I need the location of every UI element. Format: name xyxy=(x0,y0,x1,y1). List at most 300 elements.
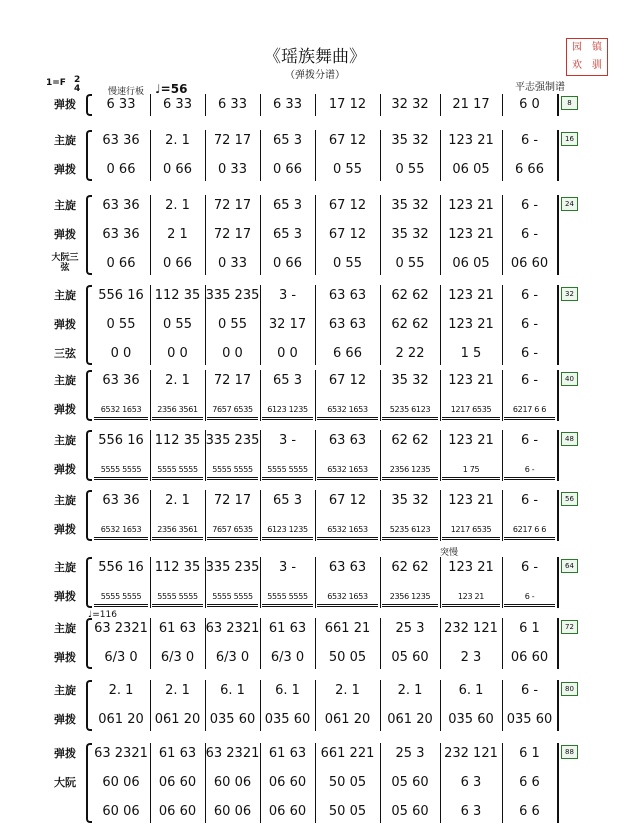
bar-line xyxy=(502,557,503,608)
part-label: 主旋 xyxy=(54,134,76,147)
bar-line xyxy=(315,490,316,541)
measure: 63 2321 xyxy=(94,621,148,636)
bar-line xyxy=(502,430,503,481)
measure: 05 60 xyxy=(391,804,429,819)
measure: 2. 1 xyxy=(165,198,190,213)
measure: 035 60 xyxy=(448,712,494,727)
measure: 63 63 xyxy=(328,317,367,332)
measure: 335 235 xyxy=(205,288,260,303)
bar-line xyxy=(440,370,441,421)
measure: 6 - xyxy=(520,683,539,698)
bar-line xyxy=(380,195,381,275)
bar-line xyxy=(260,490,261,541)
measure: 1 75 xyxy=(440,459,502,481)
measure: 061 20 xyxy=(154,712,201,727)
measure: 6 3 xyxy=(460,804,482,819)
measure: 0 55 xyxy=(163,317,192,332)
bar-line xyxy=(150,285,151,365)
bar-line xyxy=(380,130,381,181)
bar-line xyxy=(557,680,559,731)
measure: 60 06 xyxy=(102,775,140,790)
measure: 2. 1 xyxy=(165,133,190,148)
measure: 32 17 xyxy=(268,317,307,332)
measure: 6. 1 xyxy=(458,683,484,698)
bar-line xyxy=(315,370,316,421)
measure: 6532 1653 xyxy=(315,459,380,481)
bar-line xyxy=(150,680,151,731)
score-subtitle: （弹拨分谱） xyxy=(285,70,345,81)
measure: 65 3 xyxy=(273,227,302,242)
bar-line xyxy=(440,490,441,541)
bar-line xyxy=(260,430,261,481)
measure: 0 0 xyxy=(277,346,298,361)
bar-line xyxy=(557,618,559,669)
measure: 123 21 xyxy=(448,288,494,303)
bar-line xyxy=(440,618,441,669)
bar-line xyxy=(380,430,381,481)
measure: 2356 3561 xyxy=(150,399,205,421)
measure: 61 63 xyxy=(158,621,197,636)
bar-line xyxy=(315,94,316,116)
measure: 65 3 xyxy=(273,198,302,213)
measure: 035 60 xyxy=(264,712,311,727)
part-label: 弹拨 xyxy=(54,98,76,111)
bar-number-box: 32 xyxy=(561,287,578,301)
measure: 2356 1235 xyxy=(380,586,440,608)
bar-line xyxy=(315,195,316,275)
bar-line xyxy=(205,94,206,116)
measure: 06 60 xyxy=(510,650,549,665)
measure: 6 - xyxy=(520,198,539,213)
bar-number-box: 80 xyxy=(561,682,578,696)
measure: 0 0 xyxy=(222,346,243,361)
measure: 5555 5555 xyxy=(92,459,150,481)
measure: 06 60 xyxy=(158,804,197,819)
measure: 72 17 xyxy=(213,373,252,388)
measure: 25 3 xyxy=(395,621,425,636)
bar-line xyxy=(205,680,206,731)
measure: 63 36 xyxy=(102,227,140,242)
measure: 65 3 xyxy=(273,493,302,508)
measure: 06 60 xyxy=(268,804,307,819)
bar-line xyxy=(380,557,381,608)
measure: 06 05 xyxy=(452,256,490,271)
measure: 2. 1 xyxy=(397,683,423,698)
bar-line xyxy=(440,557,441,608)
bar-line xyxy=(557,430,559,481)
bar-line xyxy=(380,490,381,541)
measure: 63 2321 xyxy=(205,746,260,761)
measure: 63 2321 xyxy=(205,621,260,636)
measure: 06 60 xyxy=(510,256,549,271)
bar-line xyxy=(315,557,316,608)
measure: 67 12 xyxy=(328,493,367,508)
measure: 0 55 xyxy=(333,256,362,271)
part-label: 主旋 xyxy=(54,374,76,387)
measure: 123 21 xyxy=(448,133,494,148)
measure: 6532 1653 xyxy=(315,586,380,608)
measure: 6 1 xyxy=(519,746,540,761)
measure: 123 21 xyxy=(448,198,494,213)
measure: 061 20 xyxy=(324,712,371,727)
measure: 0 66 xyxy=(273,162,302,177)
measure: 6/3 0 xyxy=(104,650,138,665)
bar-line xyxy=(315,618,316,669)
measure: 335 235 xyxy=(205,433,260,448)
bar-line xyxy=(150,743,151,823)
measure: 123 21 xyxy=(448,373,494,388)
measure: 06 05 xyxy=(452,162,490,177)
measure: 661 21 xyxy=(324,621,371,636)
part-label: 弹拨 xyxy=(54,713,76,726)
measure: 661 221 xyxy=(320,746,375,761)
bar-line xyxy=(557,285,559,365)
measure: 0 0 xyxy=(167,346,188,361)
measure: 2356 1235 xyxy=(380,459,440,481)
measure: 6/3 0 xyxy=(270,650,305,665)
measure: 6 - xyxy=(520,227,539,242)
bar-line xyxy=(380,743,381,823)
measure: 5555 5555 xyxy=(260,586,315,608)
bar-line xyxy=(502,285,503,365)
bar-line xyxy=(557,370,559,421)
bar-number-box: 24 xyxy=(561,197,578,211)
bar-line xyxy=(380,680,381,731)
bar-line xyxy=(150,490,151,541)
measure: 63 63 xyxy=(328,433,367,448)
measure: 6 - xyxy=(520,133,539,148)
measure: 35 32 xyxy=(391,198,429,213)
measure: 35 32 xyxy=(391,227,429,242)
bar-line xyxy=(205,195,206,275)
bar-line xyxy=(205,130,206,181)
measure: 5555 5555 xyxy=(92,586,150,608)
measure: 123 21 xyxy=(448,493,494,508)
tempo-change-cue: ♩=116 xyxy=(88,610,117,620)
measure: 63 36 xyxy=(102,493,140,508)
arranger-credit: 平志强制谱 xyxy=(515,82,565,93)
bar-line xyxy=(205,743,206,823)
measure: 6123 1235 xyxy=(260,399,315,421)
bar-line xyxy=(315,130,316,181)
measure: 05 60 xyxy=(391,650,429,665)
part-label: 三弦 xyxy=(54,347,76,360)
measure: 0 66 xyxy=(106,162,136,177)
measure: 6217 6 6 xyxy=(502,399,557,421)
bar-line xyxy=(557,557,559,608)
measure: 35 32 xyxy=(391,493,429,508)
measure: 06 60 xyxy=(158,775,197,790)
bar-number-box: 88 xyxy=(561,745,578,759)
bar-line xyxy=(260,130,261,181)
measure: 6 33 xyxy=(218,97,247,112)
part-label: 弹拨 xyxy=(54,651,76,664)
bar-line xyxy=(150,557,151,608)
bar-line xyxy=(502,195,503,275)
measure: 0 33 xyxy=(218,256,247,271)
measure: 3 - xyxy=(278,288,297,303)
measure: 6/3 0 xyxy=(215,650,250,665)
measure: 112 35 xyxy=(154,433,201,448)
bar-line xyxy=(260,285,261,365)
bar-line xyxy=(440,430,441,481)
measure: 2 3 xyxy=(460,650,482,665)
measure: 50 05 xyxy=(328,804,367,819)
measure: 62 62 xyxy=(391,317,429,332)
bar-number-box: 56 xyxy=(561,492,578,506)
measure: 6 - xyxy=(502,586,557,608)
bar-line xyxy=(440,680,441,731)
measure: 35 32 xyxy=(391,373,429,388)
tempo-text: 慢速行板 xyxy=(108,87,145,97)
measure: 17 12 xyxy=(328,97,367,112)
bar-line xyxy=(260,618,261,669)
measure: 6217 6 6 xyxy=(502,519,557,541)
measure: 6 - xyxy=(502,459,557,481)
measure: 556 16 xyxy=(98,433,144,448)
measure: 6 - xyxy=(520,317,539,332)
bar-line xyxy=(502,618,503,669)
bar-line xyxy=(205,557,206,608)
measure: 556 16 xyxy=(98,288,144,303)
part-label: 主旋 xyxy=(54,561,76,574)
measure: 67 12 xyxy=(328,373,367,388)
part-label: 主旋 xyxy=(54,622,76,635)
measure: 123 21 xyxy=(448,317,494,332)
bar-line xyxy=(380,618,381,669)
measure: 62 62 xyxy=(391,288,429,303)
tempo-mark: ♩=56 xyxy=(155,82,188,96)
measure: 2. 1 xyxy=(335,683,360,698)
bar-line xyxy=(205,618,206,669)
bar-line xyxy=(315,430,316,481)
measure: 63 2321 xyxy=(94,746,148,761)
measure: 0 66 xyxy=(163,256,192,271)
measure: 72 17 xyxy=(213,133,252,148)
measure: 5555 5555 xyxy=(150,586,205,608)
bar-line xyxy=(205,430,206,481)
measure: 6 - xyxy=(520,560,539,575)
measure: 60 06 xyxy=(102,804,140,819)
measure: 6532 1653 xyxy=(92,519,150,541)
measure: 232 121 xyxy=(444,621,498,636)
key-signature: 1=F xyxy=(46,78,66,88)
measure: 62 62 xyxy=(391,433,429,448)
bar-number-box: 72 xyxy=(561,620,578,634)
measure: 6532 1653 xyxy=(92,399,150,421)
measure: 60 06 xyxy=(213,775,252,790)
measure: 112 35 xyxy=(154,288,201,303)
measure: 123 21 xyxy=(448,227,494,242)
measure: 0 55 xyxy=(395,256,425,271)
measure: 035 60 xyxy=(209,712,256,727)
measure: 67 12 xyxy=(328,227,367,242)
measure: 35 32 xyxy=(391,133,429,148)
part-label: 主旋 xyxy=(54,684,76,697)
part-label: 弹拨 xyxy=(54,318,76,331)
part-label: 主旋 xyxy=(54,289,76,302)
time-signature xyxy=(74,76,80,94)
measure: 06 60 xyxy=(268,775,307,790)
measure: 2. 1 xyxy=(165,683,190,698)
measure: 72 17 xyxy=(213,493,252,508)
bar-line xyxy=(502,370,503,421)
measure: 2. 1 xyxy=(165,373,190,388)
measure: 123 21 xyxy=(448,560,494,575)
bar-line xyxy=(150,370,151,421)
measure: 2356 3561 xyxy=(150,519,205,541)
bar-line xyxy=(557,490,559,541)
seal-char: 园 xyxy=(572,42,582,53)
measure: 72 17 xyxy=(213,227,252,242)
bar-line xyxy=(557,94,559,116)
bar-line xyxy=(150,618,151,669)
measure: 0 66 xyxy=(163,162,192,177)
measure: 61 63 xyxy=(268,746,307,761)
part-label: 弹拨 xyxy=(54,590,76,603)
measure: 556 16 xyxy=(98,560,144,575)
part-label: 弹拨 xyxy=(54,228,76,241)
measure: 50 05 xyxy=(328,775,367,790)
measure: 67 12 xyxy=(328,198,367,213)
bar-line xyxy=(315,680,316,731)
measure: 112 35 xyxy=(154,560,201,575)
measure: 7657 6535 xyxy=(205,519,260,541)
measure: 63 63 xyxy=(328,288,367,303)
bar-line xyxy=(260,370,261,421)
measure: 335 235 xyxy=(205,560,260,575)
measure: 0 55 xyxy=(333,162,362,177)
measure: 5555 5555 xyxy=(205,459,260,481)
bar-line xyxy=(440,743,441,823)
bar-line xyxy=(502,680,503,731)
measure: 6 6 xyxy=(519,775,540,790)
measure: 21 17 xyxy=(452,97,490,112)
measure: 232 121 xyxy=(444,746,498,761)
measure: 0 55 xyxy=(218,317,247,332)
measure: 50 05 xyxy=(328,650,367,665)
measure: 3 - xyxy=(278,560,297,575)
measure: 67 12 xyxy=(328,133,367,148)
measure: 6 33 xyxy=(163,97,192,112)
part-label: 主旋 xyxy=(54,434,76,447)
bar-number-box: 40 xyxy=(561,372,578,386)
measure: 6 - xyxy=(520,433,539,448)
bar-number-box: 64 xyxy=(561,559,578,573)
accel-cue: 突慢 xyxy=(440,548,459,558)
measure: 5235 6123 xyxy=(380,519,440,541)
measure: 6 - xyxy=(520,346,539,361)
bar-line xyxy=(380,370,381,421)
measure: 123 21 xyxy=(448,433,494,448)
measure: 3 - xyxy=(278,433,297,448)
bar-line xyxy=(315,743,316,823)
measure: 2. 1 xyxy=(165,493,190,508)
measure: 6/3 0 xyxy=(160,650,195,665)
bar-line xyxy=(502,490,503,541)
measure: 1 5 xyxy=(460,346,482,361)
bar-number-box: 16 xyxy=(561,132,578,146)
bar-line xyxy=(440,130,441,181)
measure: 6 - xyxy=(520,373,539,388)
measure: 2. 1 xyxy=(108,683,134,698)
measure: 123 21 xyxy=(440,586,502,608)
bar-line xyxy=(260,94,261,116)
part-label: 弹拨 xyxy=(54,523,76,536)
bar-line xyxy=(205,285,206,365)
bar-line xyxy=(315,285,316,365)
bar-line xyxy=(380,94,381,116)
measure: 6532 1653 xyxy=(315,519,380,541)
part-label: 弹拨 xyxy=(54,163,76,176)
measure: 6 6 xyxy=(519,804,540,819)
measure: 6532 1653 xyxy=(315,399,380,421)
bar-line xyxy=(440,285,441,365)
measure: 0 0 xyxy=(110,346,132,361)
measure: 0 66 xyxy=(106,256,136,271)
bar-number-box: 8 xyxy=(561,96,578,110)
measure: 0 33 xyxy=(218,162,247,177)
measure: 0 55 xyxy=(395,162,425,177)
measure: 65 3 xyxy=(273,133,302,148)
bar-line xyxy=(502,743,503,823)
measure: 63 36 xyxy=(102,198,140,213)
measure: 5555 5555 xyxy=(150,459,205,481)
measure: 7657 6535 xyxy=(205,399,260,421)
bar-number-box: 48 xyxy=(561,432,578,446)
bar-line xyxy=(557,195,559,275)
measure: 061 20 xyxy=(98,712,144,727)
measure: 0 55 xyxy=(106,317,136,332)
bar-line xyxy=(260,680,261,731)
measure: 72 17 xyxy=(213,198,252,213)
measure: 061 20 xyxy=(387,712,433,727)
time-signature-bottom: 4 xyxy=(74,84,81,94)
measure: 25 3 xyxy=(395,746,425,761)
measure: 5235 6123 xyxy=(380,399,440,421)
bar-line xyxy=(260,743,261,823)
measure: 6 66 xyxy=(515,162,544,177)
measure: 6. 1 xyxy=(275,683,300,698)
bar-line xyxy=(150,130,151,181)
measure: 2 1 xyxy=(167,227,188,242)
bar-line xyxy=(150,430,151,481)
bar-line xyxy=(205,370,206,421)
measure: 60 06 xyxy=(213,804,252,819)
bar-line xyxy=(440,195,441,275)
bar-line xyxy=(557,130,559,181)
measure: 65 3 xyxy=(273,373,302,388)
measure: 1217 6535 xyxy=(440,519,502,541)
measure: 61 63 xyxy=(268,621,307,636)
bar-line xyxy=(557,743,559,823)
measure: 61 63 xyxy=(158,746,197,761)
measure: 63 36 xyxy=(102,133,140,148)
measure: 32 32 xyxy=(391,97,429,112)
measure: 6 0 xyxy=(519,97,540,112)
measure: 63 36 xyxy=(102,373,140,388)
bar-line xyxy=(260,557,261,608)
measure: 1217 6535 xyxy=(440,399,502,421)
part-label: 大阮 xyxy=(54,776,76,789)
score-title: 《瑶族舞曲》 xyxy=(264,47,366,67)
bar-line xyxy=(502,94,503,116)
measure: 5555 5555 xyxy=(205,586,260,608)
bar-line xyxy=(205,490,206,541)
bar-line xyxy=(502,130,503,181)
measure: 6 33 xyxy=(273,97,302,112)
bar-line xyxy=(150,94,151,116)
